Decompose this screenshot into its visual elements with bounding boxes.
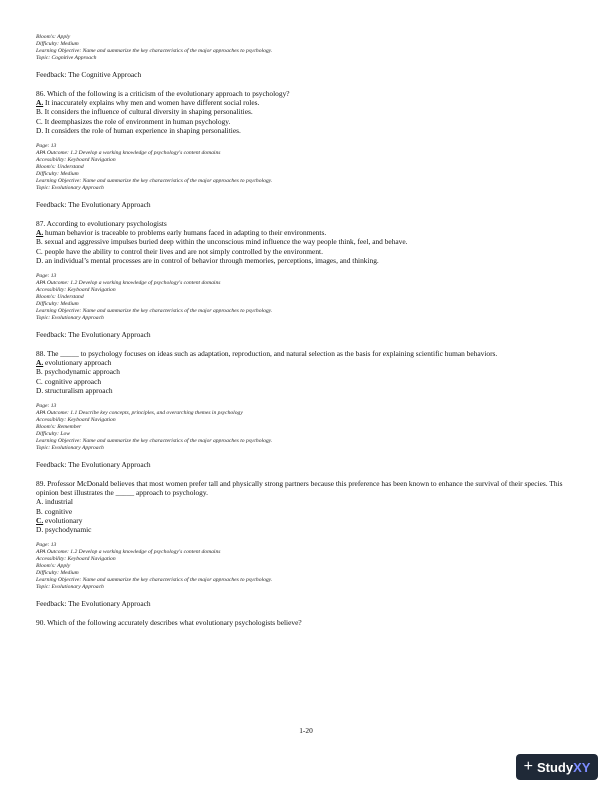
option-text: cognitive approach <box>42 376 102 386</box>
option-letter: D. <box>36 125 44 135</box>
page-number: 1-20 <box>299 726 313 735</box>
option-text: evolutionary <box>43 515 83 525</box>
question-87 <box>36 219 582 265</box>
option-letter: B. <box>36 367 43 377</box>
option-text: industrial <box>43 497 73 507</box>
metadata-line: Difficulty: Medium <box>36 171 79 178</box>
metadata-block <box>36 143 582 192</box>
option-letter: D. <box>36 525 44 535</box>
metadata-block <box>36 403 582 452</box>
question-88 <box>36 349 582 395</box>
answer-option <box>36 507 582 516</box>
plus-icon: + <box>523 758 533 775</box>
studyxy-badge[interactable] <box>516 754 598 780</box>
option-letter: C. <box>36 376 43 386</box>
metadata-block <box>36 542 582 591</box>
metadata-line: Difficulty: Low <box>36 431 71 438</box>
metadata-block <box>36 273 582 322</box>
option-letter: A. <box>36 497 44 507</box>
question-stem: 88. The _____ to psychology focuses on ideas such as adaptation, reproduction, and natural selection as the basis for explaining scientific human behaviors. <box>36 349 498 359</box>
metadata-line: Accessibility: Keyboard Navigation <box>36 417 116 424</box>
option-text: structuralism approach <box>43 385 113 395</box>
correct-answer-letter: A. <box>36 358 44 368</box>
question-89 <box>36 479 582 534</box>
metadata-line: Bloom's: Apply <box>36 563 71 570</box>
answer-option <box>36 367 582 376</box>
answer-option <box>36 237 582 246</box>
metadata-line: Accessibility: Keyboard Navigation <box>36 556 116 563</box>
option-text: It considers the role of human experience in shaping personalities. <box>43 125 241 135</box>
option-text: human behavior is traceable to problems early humans faced in adapting to their environments. <box>43 228 327 238</box>
answer-option <box>36 497 582 506</box>
metadata-line: Topic: Evolutionary Approach <box>36 584 104 591</box>
metadata-line: Learning Objective: Name and summarize the key characteristics of the major approaches to psychology. <box>36 577 273 584</box>
option-letter: D. <box>36 255 44 265</box>
option-letter: B. <box>36 107 43 117</box>
answer-option <box>36 377 582 386</box>
metadata-line: Learning Objective: Name and summarize the key characteristics of the major approaches to psychology. <box>36 48 273 54</box>
metadata-line: Page: 13 <box>36 143 57 150</box>
correct-answer-letter: A. <box>36 228 44 238</box>
feedback-line: Feedback: The Evolutionary Approach <box>36 330 151 340</box>
metadata-line: Topic: Evolutionary Approach <box>36 445 104 452</box>
option-text: It inaccurately explains why men and women have different social roles. <box>43 98 260 108</box>
feedback-line: Feedback: The Cognitive Approach <box>36 70 142 79</box>
metadata-line: Topic: Evolutionary Approach <box>36 185 104 192</box>
metadata-block <box>36 34 582 62</box>
metadata-line: Difficulty: Medium <box>36 570 79 577</box>
question-86 <box>36 89 582 135</box>
metadata-line: Accessibility: Keyboard Navigation <box>36 157 116 164</box>
answer-option <box>36 117 582 126</box>
option-text: an individual’s mental processes are in control of behavior through memories, perceptions, images, and thinking. <box>43 255 379 265</box>
option-letter: D. <box>36 385 44 395</box>
answer-option <box>36 228 582 237</box>
option-text: cognitive <box>42 506 73 516</box>
answer-option <box>36 256 582 265</box>
option-text: psychodynamic <box>43 525 92 535</box>
metadata-line: Bloom's: Remember <box>36 424 82 431</box>
option-text: psychodynamic approach <box>42 367 120 377</box>
answer-option <box>36 358 582 367</box>
document-page <box>36 34 582 627</box>
feedback-line: Feedback: The Evolutionary Approach <box>36 599 151 609</box>
answer-option <box>36 516 582 525</box>
answer-option <box>36 107 582 116</box>
metadata-line: APA Outcome: 1.1 Describe key concepts, principles, and overarching themes in psychology <box>36 410 243 417</box>
feedback-line: Feedback: The Evolutionary Approach <box>36 460 151 470</box>
option-letter: B. <box>36 237 43 247</box>
correct-answer-letter: A. <box>36 98 44 108</box>
answer-option <box>36 126 582 135</box>
option-letter: B. <box>36 506 43 516</box>
metadata-line: Topic: Cognitive Approach <box>36 55 97 61</box>
badge-brand: StudyXY <box>536 759 591 775</box>
answer-option <box>36 386 582 395</box>
question-stem: 86. Which of the following is a criticism of the evolutionary approach to psychology? <box>36 89 290 98</box>
metadata-line: Learning Objective: Name and summarize the key characteristics of the major approaches to psychology. <box>36 438 273 445</box>
metadata-line: Page: 13 <box>36 542 57 549</box>
question-stem: 89. Professor McDonald believes that most women prefer tall and physically strong partners because this preference has been known to enhance the survival of their species. This opinion best illustrates the _____ approach to psychology. <box>36 479 563 498</box>
correct-answer-letter: C. <box>36 515 44 525</box>
metadata-line: Page: 13 <box>36 273 57 280</box>
option-text: evolutionary approach <box>43 358 112 368</box>
metadata-line: Accessibility: Keyboard Navigation <box>36 287 116 294</box>
metadata-line: APA Outcome: 1.2 Develop a working knowledge of psychology's content domains <box>36 549 221 556</box>
metadata-line: APA Outcome: 1.2 Develop a working knowledge of psychology's content domains <box>36 280 221 287</box>
metadata-line: Learning Objective: Name and summarize the key characteristics of the major approaches to psychology. <box>36 308 273 315</box>
metadata-line: Bloom's: Understand <box>36 294 84 301</box>
option-letter: C. <box>36 246 43 256</box>
answer-option <box>36 247 582 256</box>
metadata-line: Learning Objective: Name and summarize the key characteristics of the major approaches to psychology. <box>36 178 273 185</box>
metadata-line: Bloom's: Understand <box>36 164 84 171</box>
option-text: sexual and aggressive impulses buried deep within the unconscious mind influence the way people think, feel, and behave. <box>42 237 408 247</box>
metadata-line: Topic: Evolutionary Approach <box>36 315 104 322</box>
option-text: It deemphasizes the role of environment in human psychology. <box>42 116 231 126</box>
metadata-line: APA Outcome: 1.2 Develop a working knowledge of psychology's content domains <box>36 150 221 157</box>
option-text: people have the ability to control their lives and are not simply controlled by the environment. <box>42 246 323 256</box>
feedback-line: Feedback: The Evolutionary Approach <box>36 200 151 210</box>
metadata-line: Page: 13 <box>36 403 57 410</box>
answer-option <box>36 525 582 534</box>
option-text: It considers the influence of cultural diversity in shaping personalities. <box>42 107 253 117</box>
question-90 <box>36 618 582 627</box>
question-stem: 90. Which of the following accurately describes what evolutionary psychologists believe? <box>36 618 302 628</box>
answer-option <box>36 98 582 107</box>
question-stem: 87. According to evolutionary psychologists <box>36 219 167 229</box>
metadata-line: Bloom's: Apply <box>36 34 71 40</box>
option-letter: C. <box>36 116 43 126</box>
metadata-line: Difficulty: Medium <box>36 41 79 47</box>
metadata-line: Difficulty: Medium <box>36 301 79 308</box>
